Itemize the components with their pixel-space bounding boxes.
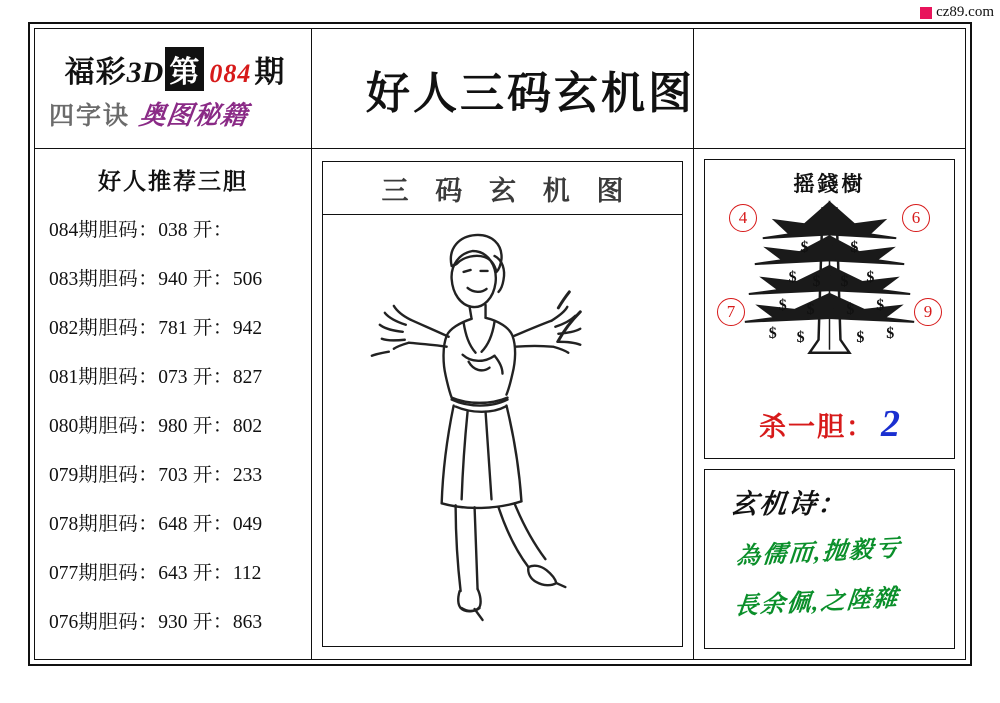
svg-text:$: $ [846, 300, 855, 318]
row-code: 703 [158, 465, 188, 486]
row-issue: 079 [49, 465, 79, 486]
header-issue-label: 第 [165, 47, 204, 91]
row-label-code: 期胆码： [78, 465, 159, 486]
row-code: 038 [158, 220, 188, 241]
kill-label: 杀一胆： [759, 411, 875, 442]
main-title-box [312, 29, 693, 149]
page-title: 好人三码玄机图 [366, 68, 695, 118]
row-label-code: 期胆码： [78, 563, 159, 584]
row-issue: 082 [49, 318, 79, 339]
left-column [35, 29, 312, 659]
row-label-code: 期胆码： [78, 612, 159, 633]
header-title-line [45, 47, 305, 91]
row-issue: 078 [49, 514, 79, 535]
list-item [35, 500, 311, 549]
row-code: 940 [158, 269, 188, 290]
corner-number-top-right: 6 [902, 204, 930, 232]
row-result: 802 [232, 416, 263, 437]
row-code: 073 [158, 367, 188, 388]
header-period: 期 [254, 56, 286, 89]
kill-row [705, 402, 954, 446]
svg-text:$: $ [886, 324, 895, 342]
row-code: 781 [158, 318, 188, 339]
corner-number-bottom-right: 9 [914, 298, 942, 326]
row-code: 930 [158, 612, 188, 633]
watermark-badge-icon [920, 7, 932, 19]
row-label-open: 开： [192, 367, 233, 388]
center-column [312, 29, 694, 659]
row-label-code: 期胆码： [78, 269, 159, 290]
poster-inner-frame [34, 28, 966, 660]
svg-text:$: $ [876, 296, 885, 314]
row-label-open: 开： [192, 465, 233, 486]
header-lottery: 福彩 [64, 56, 127, 89]
row-result: 863 [232, 612, 263, 633]
corner-number-bottom-left: 7 [717, 298, 745, 326]
row-code: 648 [158, 514, 188, 535]
center-panel [322, 161, 683, 647]
right-column [694, 29, 965, 659]
row-result: 506 [232, 269, 263, 290]
center-panel-heading: 三 码 玄 机 图 [323, 162, 682, 215]
row-issue: 084 [49, 220, 79, 241]
row-code: 643 [158, 563, 188, 584]
row-label-open: 开： [192, 514, 233, 535]
svg-text:$: $ [840, 272, 849, 290]
list-item [35, 206, 311, 255]
list-item [35, 402, 311, 451]
row-label-code: 期胆码： [78, 367, 159, 388]
corner-number-top-left: 4 [729, 204, 757, 232]
row-label-open: 开： [192, 220, 233, 241]
row-code: 980 [158, 416, 188, 437]
header-title-box [35, 29, 311, 149]
header-tag-right: 奥图秘籍 [137, 101, 250, 130]
svg-text:$: $ [800, 239, 809, 257]
header-game: 3D [126, 56, 164, 89]
row-result: 233 [232, 465, 263, 486]
list-item [35, 255, 311, 304]
svg-text:$: $ [856, 328, 865, 346]
row-label-open: 开： [192, 416, 233, 437]
list-item [35, 304, 311, 353]
svg-text:$: $ [806, 300, 815, 318]
woman-line-drawing-icon [323, 215, 682, 646]
right-top-spacer [694, 29, 965, 149]
header-tag-row [49, 95, 299, 132]
money-tree-box [704, 159, 955, 459]
row-issue: 076 [49, 612, 79, 633]
svg-text:$: $ [768, 324, 777, 342]
row-issue: 080 [49, 416, 79, 437]
row-label-open: 开： [192, 318, 233, 339]
recommendation-list [35, 202, 311, 659]
list-item [35, 549, 311, 598]
center-panel-body [323, 215, 682, 646]
list-item [35, 598, 311, 647]
row-result: 827 [232, 367, 263, 388]
poem-title: 玄机诗： [729, 489, 849, 519]
left-panel-heading: 好人推荐三胆 [98, 169, 248, 194]
row-label-code: 期胆码： [78, 220, 159, 241]
header-tag-left: 四字诀 [49, 102, 131, 130]
row-issue: 081 [49, 367, 79, 388]
svg-text:$: $ [796, 328, 805, 346]
row-issue: 077 [49, 563, 79, 584]
svg-text:$: $ [850, 239, 859, 257]
svg-text:$: $ [788, 269, 797, 287]
row-label-code: 期胆码： [78, 318, 159, 339]
row-label-code: 期胆码： [78, 416, 159, 437]
list-item [35, 451, 311, 500]
svg-text:$: $ [866, 269, 875, 287]
poem-line-1: 為儒而,抛毅亏 [735, 535, 903, 571]
poem-line-2: 長余佩,之陸雜 [733, 585, 901, 621]
row-result: 049 [232, 514, 263, 535]
row-label-open: 开： [192, 612, 233, 633]
money-tree-icon [705, 190, 954, 380]
money-tree-title: 摇錢樹 [793, 172, 866, 196]
row-result: 942 [232, 318, 263, 339]
poster-frame [28, 22, 972, 666]
watermark [920, 4, 994, 21]
svg-text:$: $ [812, 272, 821, 290]
watermark-text: cz89.com [936, 4, 994, 20]
svg-text:$: $ [778, 296, 787, 314]
row-result: 112 [232, 563, 262, 584]
row-issue: 083 [49, 269, 79, 290]
list-item [35, 353, 311, 402]
row-label-code: 期胆码： [78, 514, 159, 535]
row-label-open: 开： [192, 269, 233, 290]
poem-box [704, 469, 955, 649]
row-label-open: 开： [192, 563, 233, 584]
kill-number: 2 [881, 403, 900, 445]
header-issue-number: 084 [209, 59, 252, 88]
